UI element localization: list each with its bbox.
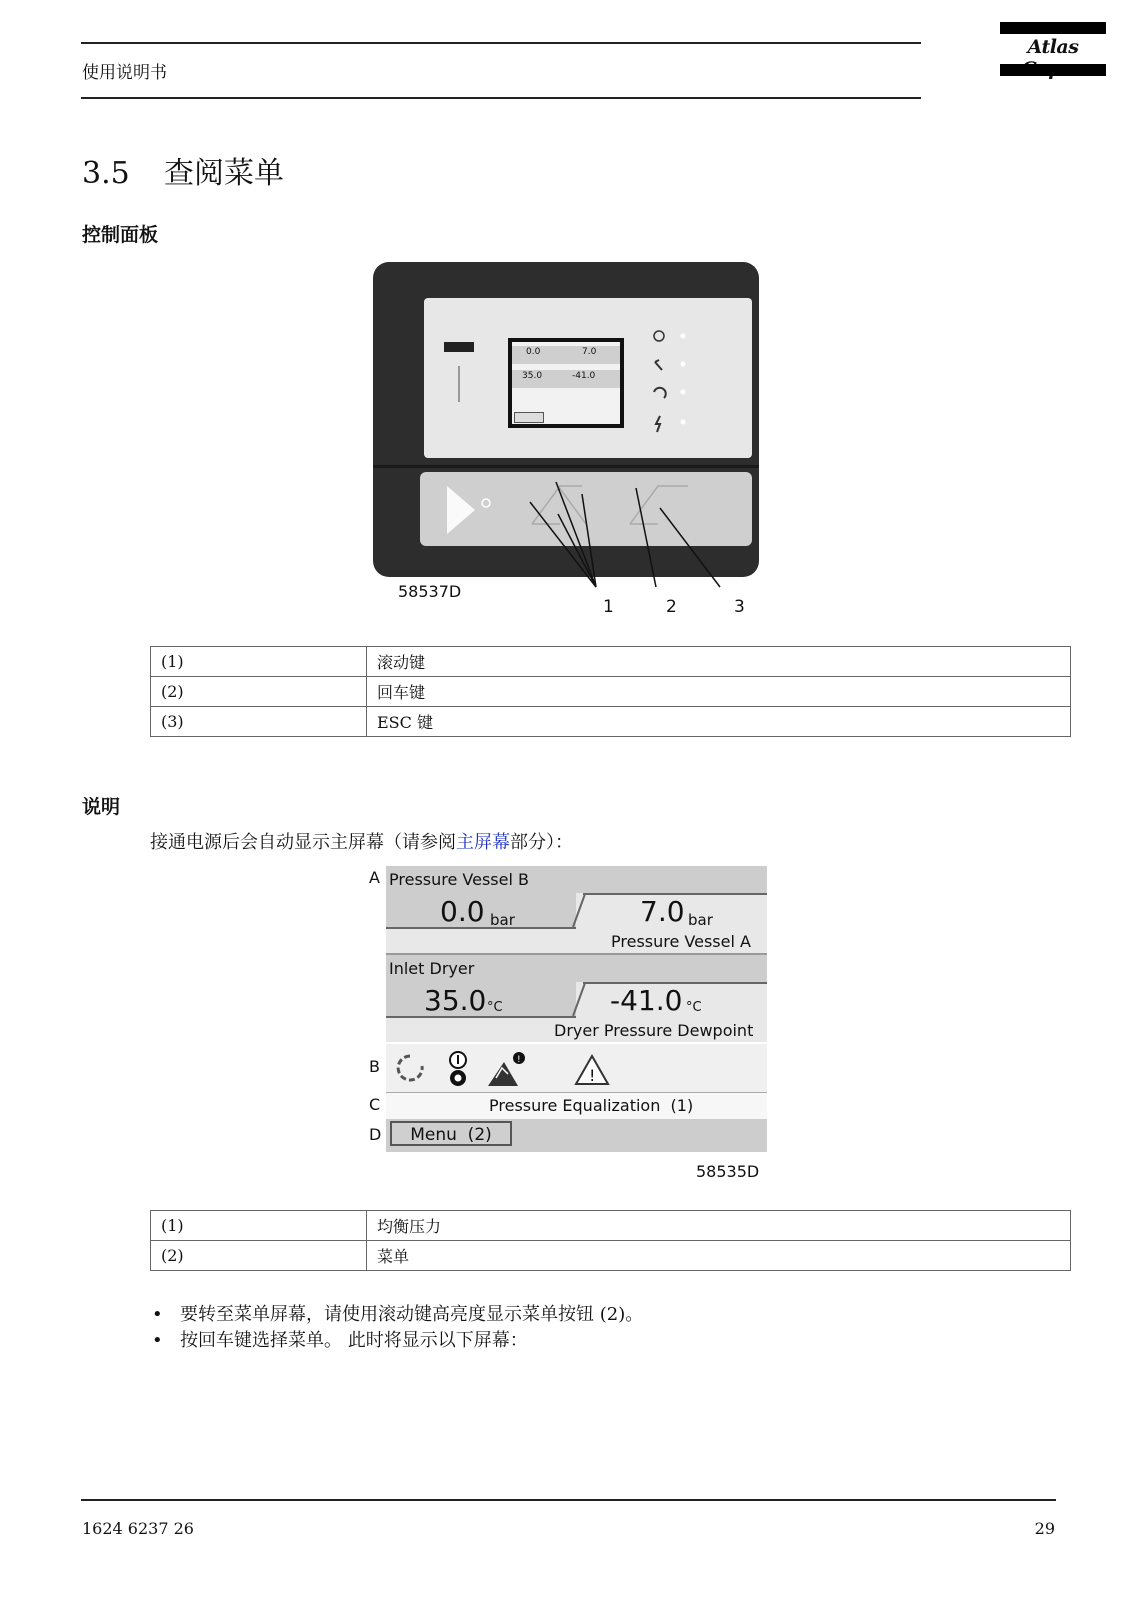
- section-number: 3.5: [82, 156, 130, 191]
- legend-value: 回车键: [367, 677, 1071, 707]
- row-letter-c: C: [369, 1095, 381, 1114]
- voltage-icon: [656, 416, 660, 432]
- mini-value-1: 0.0: [526, 347, 541, 357]
- warning-icon: [576, 1056, 608, 1085]
- description-paragraph: 接通电源后会自动显示主屏幕（请参阅主屏幕部分）：: [150, 832, 573, 853]
- dewpoint-label: Dryer Pressure Dewpoint: [554, 1021, 754, 1040]
- rotation-icon: [654, 388, 666, 398]
- instruction-list: [150, 1302, 643, 1354]
- row-letter-a: A: [369, 868, 380, 887]
- main-screen-figure-code: 58535D: [696, 1162, 760, 1181]
- footer-doc-number: 1624 6237 26: [82, 1519, 194, 1538]
- brand-logo: Atlas: [1000, 22, 1106, 76]
- table-row: [151, 707, 1071, 737]
- panel-mini-logo: [444, 342, 474, 352]
- mini-value-3: 35.0: [522, 371, 543, 381]
- section-heading: [82, 148, 284, 192]
- header-title: 使用说明书: [82, 63, 167, 83]
- panel-display: [512, 342, 620, 424]
- start-stop-icon: [450, 1052, 466, 1086]
- stop-button-icon: [480, 497, 492, 509]
- vessel-a-label: Pressure Vessel A: [611, 932, 751, 951]
- header-bottom-rule: [81, 97, 921, 99]
- legend-key: (2): [151, 677, 367, 707]
- panel-figure-code: 58537D: [398, 582, 462, 601]
- mini-menu-button: [514, 412, 544, 423]
- vessel-a-value: 7.0: [640, 895, 685, 928]
- vessel-a-unit: bar: [688, 911, 713, 929]
- start-button-icon: [447, 486, 475, 534]
- power-icon: [654, 331, 664, 341]
- footer-rule: [81, 1499, 1056, 1501]
- dewpoint-unit: °C: [686, 1000, 702, 1015]
- description-heading: 说明: [82, 796, 121, 818]
- main-screen-link[interactable]: 主屏幕: [456, 832, 510, 853]
- table-row: [151, 1241, 1071, 1271]
- footer-page-number: 29: [1034, 1519, 1055, 1538]
- wrench-icon: [655, 360, 662, 370]
- control-panel-legend-table: [150, 646, 1071, 737]
- svg-text:!: !: [517, 1055, 521, 1065]
- callout-3: 3: [734, 597, 745, 617]
- table-row: [151, 647, 1071, 677]
- list-item: • 按回车键选择菜单。 此时将显示以下屏幕：: [150, 1328, 643, 1354]
- legend-value: 菜单: [367, 1241, 1071, 1271]
- legend-key: (3): [151, 707, 367, 737]
- legend-key: (1): [151, 647, 367, 677]
- inlet-dryer-label: Inlet Dryer: [389, 959, 475, 978]
- rotating-arrows-icon: [398, 1056, 422, 1080]
- legend-value: 均衡压力: [367, 1211, 1071, 1241]
- dewpoint-value: -41.0: [610, 984, 683, 1017]
- keypad-callout-lines: [520, 472, 740, 612]
- mini-value-2: 7.0: [582, 347, 597, 357]
- legend-value: 滚动键: [367, 647, 1071, 677]
- list-item: • 要转至菜单屏幕，请使用滚动键高亮度显示菜单按钮 (2)。: [150, 1302, 643, 1328]
- callout-2: 2: [666, 597, 677, 617]
- row-letter-d: D: [369, 1125, 382, 1144]
- svg-text:!: !: [589, 1066, 596, 1085]
- table-row: [151, 1211, 1071, 1241]
- section-title: 查阅菜单: [164, 156, 284, 191]
- vessel-b-unit: bar: [490, 911, 515, 929]
- mountain-alert-icon: [488, 1052, 525, 1086]
- table-row: [151, 677, 1071, 707]
- status-icons: [396, 1050, 626, 1090]
- legend-value: ESC 键: [367, 707, 1071, 737]
- vessel-b-value: 0.0: [440, 895, 485, 928]
- callout-1: 1: [603, 597, 614, 617]
- menu-button[interactable]: Menu (2): [390, 1121, 512, 1146]
- row-letter-b: B: [369, 1057, 380, 1076]
- inlet-dryer-unit: °C: [487, 1000, 503, 1015]
- mini-value-4: -41.0: [572, 371, 596, 381]
- main-screen-legend-table: [150, 1210, 1071, 1271]
- legend-key: (1): [151, 1211, 367, 1241]
- legend-key: (2): [151, 1241, 367, 1271]
- status-text: Pressure Equalization (1): [489, 1096, 694, 1115]
- panel-divider: [373, 465, 759, 468]
- inlet-dryer-value: 35.0: [424, 984, 487, 1017]
- status-led-column: [650, 328, 710, 434]
- control-panel-heading: 控制面板: [82, 224, 159, 246]
- vessel-b-label: Pressure Vessel B: [389, 870, 529, 889]
- panel-side-text: [458, 366, 460, 402]
- header-top-rule: [81, 42, 921, 44]
